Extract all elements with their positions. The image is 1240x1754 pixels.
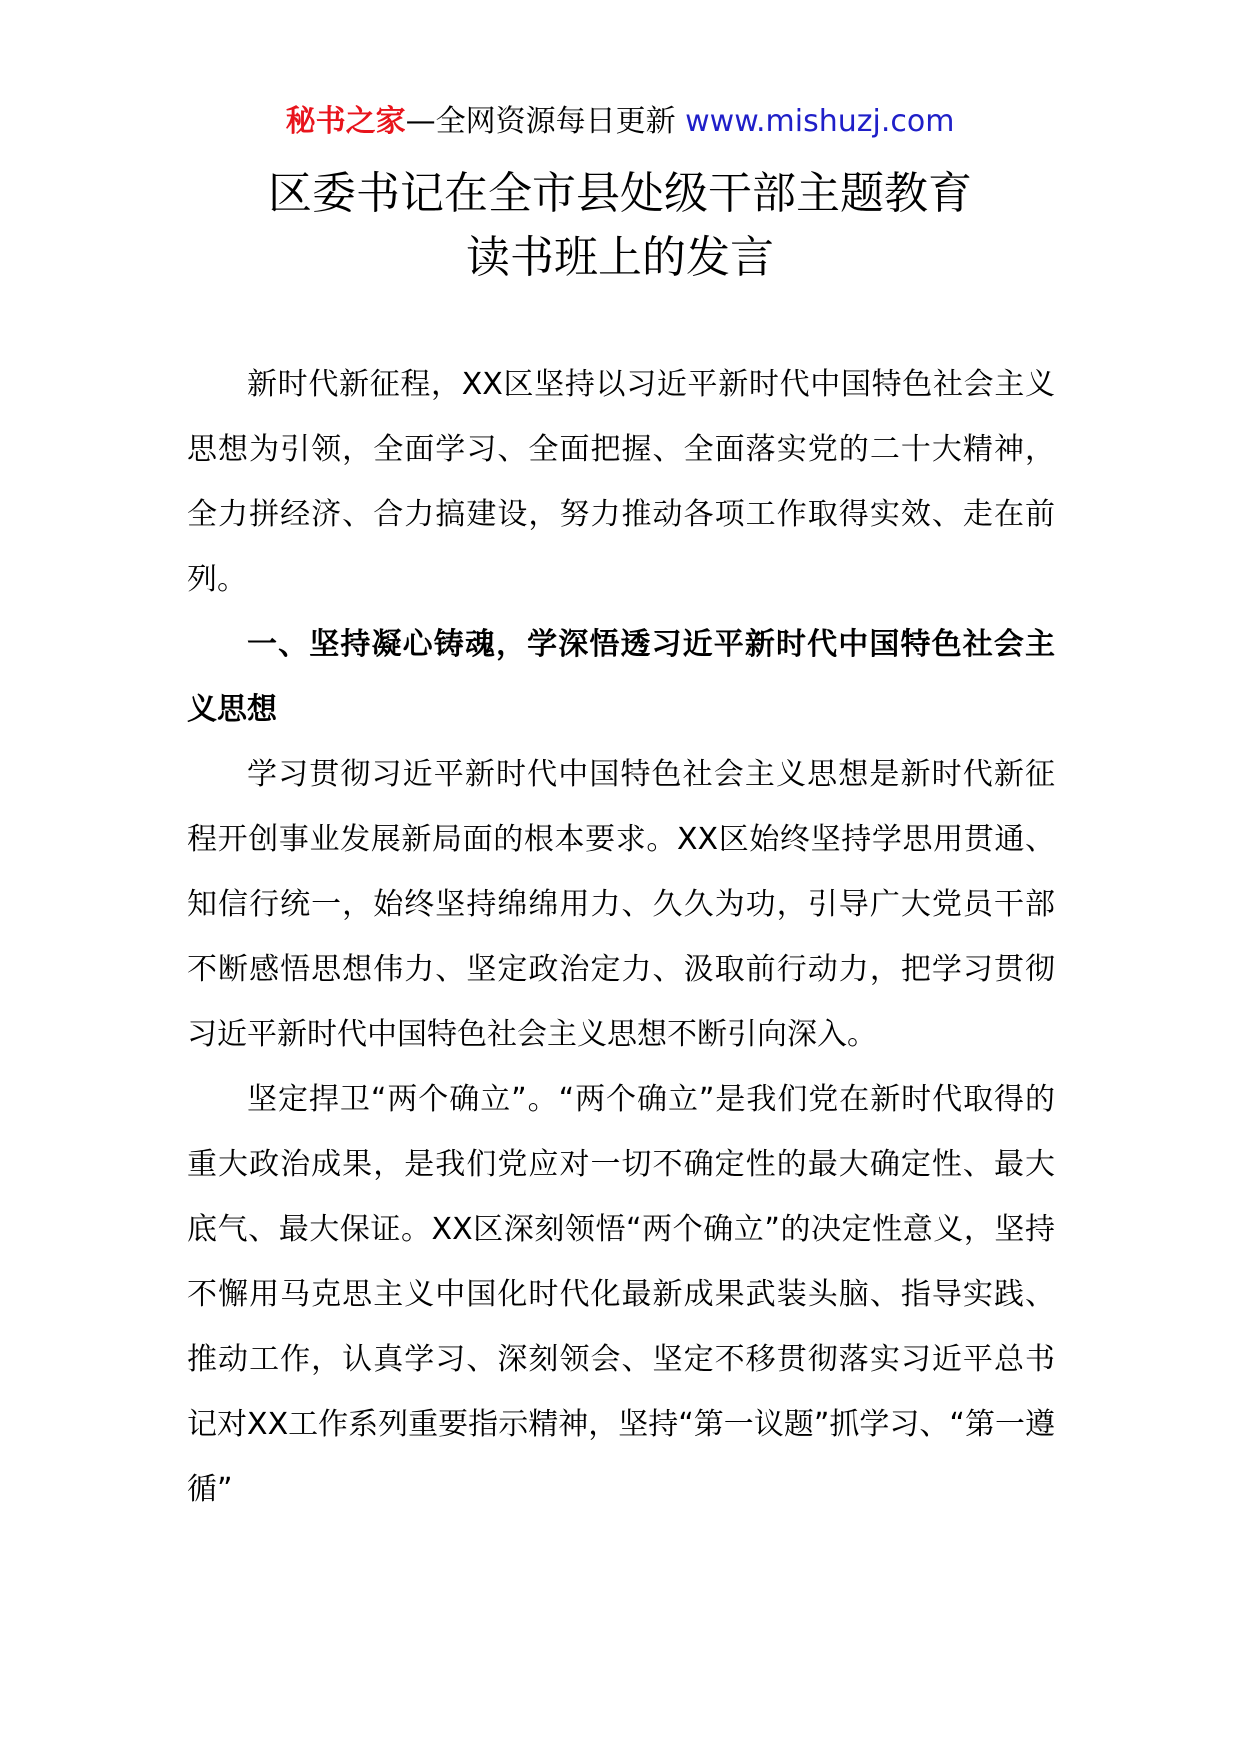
site-banner bbox=[0, 102, 1240, 142]
banner-url: www.mishuzj.com bbox=[685, 104, 955, 139]
document-title bbox=[0, 162, 1240, 290]
section-heading-1: 一、坚持凝心铸魂，学深悟透习近平新时代中国特色社会主义思想 bbox=[187, 627, 1055, 727]
banner-brand: 秘书之家 bbox=[285, 104, 406, 139]
document-body bbox=[187, 352, 1055, 1522]
title-line-2: 读书班上的发言 bbox=[466, 232, 774, 283]
paragraph-intro: 新时代新征程，XX区坚持以习近平新时代中国特色社会主义思想为引领，全面学习、全面把握、全面落实党的二十大精神，全力拼经济、合力搞建设，努力推动各项工作取得实效、走在前列。 bbox=[187, 367, 1055, 597]
title-line-1: 区委书记在全市县处级干部主题教育 bbox=[268, 168, 972, 219]
paragraph-section-1-lead: 学习贯彻习近平新时代中国特色社会主义思想是新时代新征程开创事业发展新局面的根本要求。XX区始终坚持学思用贯通、知信行统一，始终坚持绵绵用力、久久为功，引导广大党员干部不断感悟思想伟力、坚定政治定力、汲取前行动力，把学习贯彻习近平新时代中国特色社会主义思想不断引向深入。 bbox=[187, 757, 1055, 1052]
banner-slogan: —全网资源每日更新 bbox=[405, 104, 676, 139]
paragraph-section-1-point-1: 坚定捍卫“两个确立”。“两个确立”是我们党在新时代取得的重大政治成果，是我们党应对一切不确定性的最大确定性、最大底气、最大保证。XX区深刻领悟“两个确立”的决定性意义，坚持不懈用马克思主义中国化时代化最新成果武装头脑、指导实践、推动工作，认真学习、深刻领会、坚定不移贯彻落实习近平总书记对XX工作系列重要指示精神，坚持“第一议题”抓学习、“第一遵循” bbox=[187, 1082, 1055, 1507]
